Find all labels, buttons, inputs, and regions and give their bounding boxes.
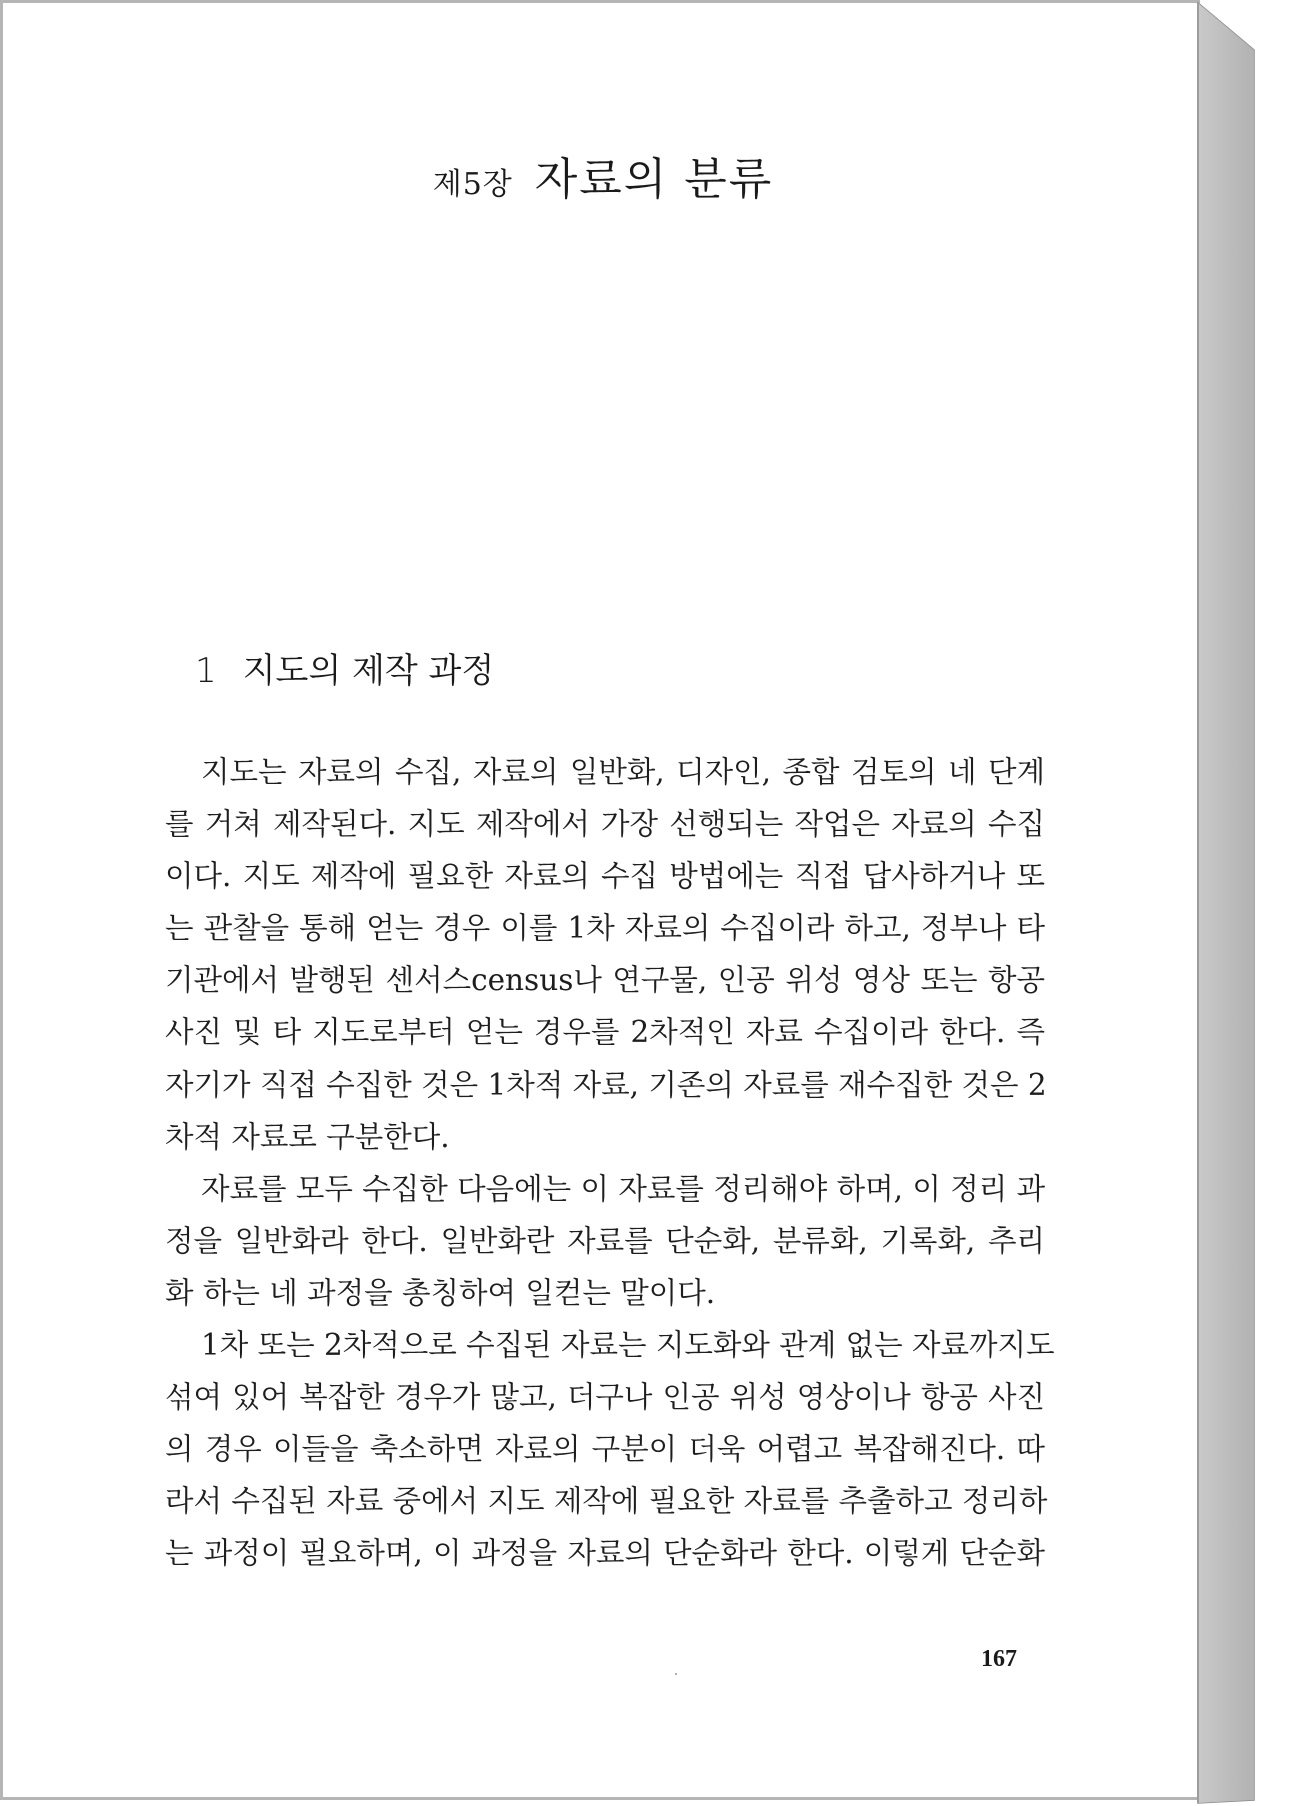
- text-line: 정을 일반화라 한다. 일반화란 자료를 단순화, 분류화, 기록화, 추리: [165, 1223, 1045, 1258]
- page-number: 167: [981, 1646, 1017, 1672]
- chapter-title: [3, 143, 1203, 207]
- text-line: 의 경우 이들을 축소하면 자료의 구분이 더욱 어렵고 복잡해진다. 따: [165, 1432, 1045, 1467]
- text-line: 자기가 직접 수집한 것은 1차적 자료, 기존의 자료를 재수집한 것은 2: [165, 1067, 1047, 1102]
- body-text: [165, 746, 1055, 1580]
- text-line: 1차 또는 2차적으로 수집된 자료는 지도화와 관계 없는 자료까지도: [201, 1328, 1055, 1363]
- text-line: 는 관찰을 통해 얻는 경우 이를 1차 자료의 수집이라 하고, 정부나 타: [165, 911, 1045, 946]
- text-line: 기관에서 발행된 센서스census나 연구물, 인공 위성 영상 또는 항공: [165, 963, 1045, 998]
- text-line: 자료를 모두 수집한 다음에는 이 자료를 정리해야 하며, 이 정리 과: [201, 1171, 1046, 1206]
- text-line: 화 하는 네 과정을 총칭하여 일컫는 말이다.: [165, 1275, 716, 1310]
- chapter-name: 자료의 분류: [534, 154, 774, 205]
- section-number: 1: [195, 651, 217, 691]
- text-line: 이다. 지도 제작에 필요한 자료의 수집 방법에는 직접 답사하거나 또: [165, 859, 1045, 894]
- scan-speck: [675, 1673, 677, 1675]
- text-line: 라서 수집된 자료 중에서 지도 제작에 필요한 자료를 추출하고 정리하: [165, 1484, 1048, 1519]
- chapter-number-label: 제5장: [432, 167, 513, 202]
- text-line: 사진 및 타 지도로부터 얻는 경우를 2차적인 자료 수집이라 한다. 즉: [165, 1015, 1045, 1050]
- text-line: 는 과정이 필요하며, 이 과정을 자료의 단순화라 한다. 이렇게 단순화: [165, 1536, 1045, 1571]
- section-title: 지도의 제작 과정: [242, 651, 495, 691]
- text-line: 차적 자료로 구분한다.: [165, 1119, 450, 1154]
- text-line: 지도는 자료의 수집, 자료의 일반화, 디자인, 종합 검토의 네 단계: [201, 755, 1045, 789]
- text-line: 를 거쳐 제작된다. 지도 제작에서 가장 선행되는 작업은 자료의 수집: [165, 807, 1045, 842]
- text-line: 섞여 있어 복잡한 경우가 많고, 더구나 인공 위성 영상이나 항공 사진: [165, 1380, 1045, 1415]
- section-heading: [195, 643, 494, 692]
